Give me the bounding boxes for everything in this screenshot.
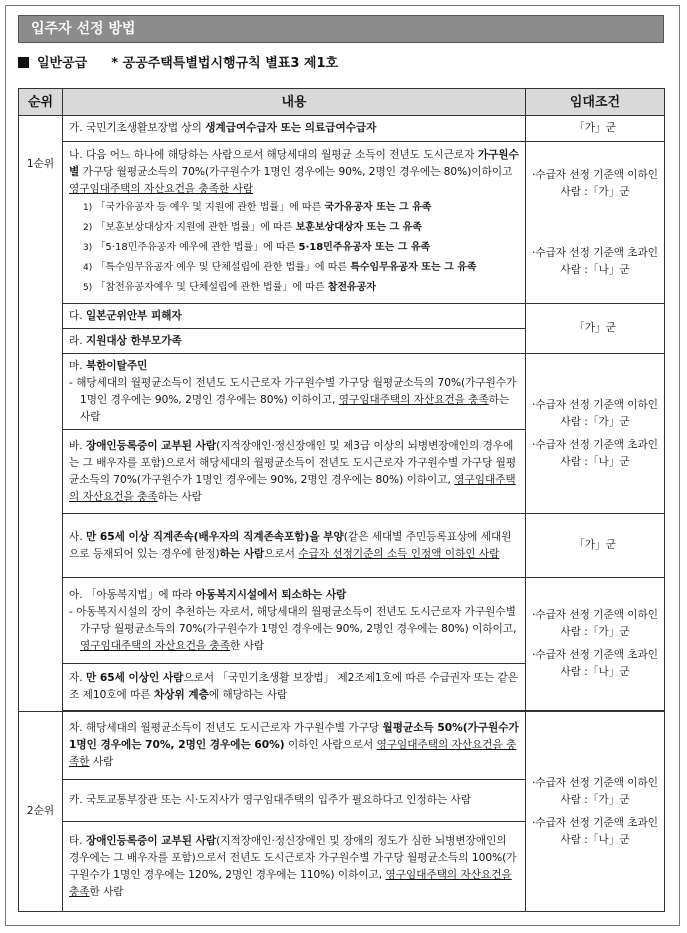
item-cha-mid: 이하인 사람으로서	[284, 739, 377, 751]
item-ta-bold: 장애인등록증이 교부된 사람	[85, 834, 217, 847]
table-row	[19, 116, 665, 142]
cond-aja-2: ·수급자 선정 기준액 초과인 사람 :「나」군	[531, 649, 659, 678]
item-cha-text: 차. 해당세대의 월평균소득이 전년도 도시근로자 가구원수별 가구당	[69, 722, 383, 734]
rank-2	[19, 712, 63, 912]
item-na	[63, 142, 526, 304]
na-subitem-3	[69, 238, 520, 258]
na-subitem-text: 「5·18민주유공자 예우에 관한 법률」에 따른	[95, 242, 299, 253]
item-na-underline: 영구임대주택의 자산요건을 충족한 사람	[69, 183, 254, 195]
item-cha-bold: 월평균소득 50%(가구원수가 1명인 경우에는 70%, 2명인 경우에는 60%)	[69, 722, 519, 751]
item-ma-text: 마.	[69, 359, 86, 372]
item-na-text1: 나. 다음 어느 하나에 해당하는 사람으로서 해당세대의 월평균 소득이 전년도 도시근로자	[69, 149, 478, 161]
na-subitem-5	[69, 278, 520, 298]
item-ga	[63, 116, 526, 142]
item-sa-mid: (같은 세대별 주민등록표상에 세대원으로 등재되어 있는 경우에 한정)	[69, 530, 512, 560]
item-a-body: - 아동복지시설의 장이 추천하는 자로서, 해당세대의 월평균소득이 전년도 도시근로자 가구원수별 가구당 월평균소득의 70%(가구원수가 1명인 경우에는 90%, 2명인 경우에는 80%) 이하이고,	[69, 605, 517, 635]
na-subitem-num: 5)	[83, 283, 93, 293]
cond-aja	[526, 578, 665, 711]
rank-1-label: 1순위	[26, 158, 55, 170]
na-subitem-bold: 국가유공자 또는 그 유족	[324, 202, 432, 213]
cond-maba	[526, 354, 665, 514]
na-subitem-bold: 특수임무유공자 또는 그 유족	[350, 262, 477, 273]
item-da-bold: 일본군위안부 피해자	[85, 309, 182, 322]
cond-rank2-2: ·수급자 선정 기준액 초과인 사람 :「나」군	[531, 816, 659, 846]
item-ba-text: 바.	[69, 439, 86, 452]
item-a-text: 아. 「아동복지법」에 따라	[69, 588, 196, 601]
item-sa-text: 사.	[69, 530, 86, 543]
na-subitem-4	[69, 258, 520, 278]
na-subitem-num: 1)	[83, 203, 93, 213]
item-ba-body: (지적장애인·정신장애인 및 제3급 이상의 뇌병변장애인의 경우에는 그 배우자를 포함)으로서 해당세대의 월평균소득이 전년도 도시근로자 가구원수별 가구당 월평균소득의 70%(가구원수가 1명인 경우에는 90%, 2명인 경우에는 80%) 이하이고,	[69, 439, 517, 486]
selection-table	[18, 88, 665, 912]
na-subitem-1	[69, 198, 520, 218]
na-subitem-num: 2)	[83, 223, 93, 233]
cond-na-1: ·수급자 선정 기준액 이하인 사람 :「가」군	[531, 168, 659, 198]
item-ma	[63, 354, 526, 430]
subtitle	[18, 55, 338, 73]
table-row	[19, 578, 665, 664]
cond-ga-text: 「가」군	[574, 122, 616, 134]
item-ta	[63, 822, 526, 912]
item-sa-mid2: 으로서	[264, 547, 299, 560]
cond-maba-2: ·수급자 선정 기준액 초과인 사람 :「나」군	[531, 438, 659, 468]
na-subitem-bold: 보훈보상대상자 또는 그 유족	[295, 222, 422, 233]
item-ra-bold: 지원대상 한부모가족	[85, 334, 182, 347]
item-ra-text: 라.	[69, 334, 86, 347]
na-subitem-text: 「보훈보상대상자 지원에 관한 법률」에 따른	[95, 222, 296, 233]
na-subitem-text: 「국가유공자 등 예우 및 지원에 관한 법률」에 따른	[95, 202, 325, 213]
item-a	[63, 578, 526, 664]
item-ja-text: 자.	[69, 672, 86, 684]
table-row	[19, 142, 665, 304]
item-ja-tail: 에 해당하는 사람	[208, 689, 288, 701]
na-subitem-2	[69, 218, 520, 238]
item-sa-underline: 수급자 선정기준의 소득 인정액 이하인 사람	[298, 547, 500, 560]
item-ga-bold: 생계급여수급자 또는 의료급여수급자	[205, 122, 377, 134]
na-subitem-bold: 참전유공자	[327, 282, 377, 293]
rank-1	[19, 116, 63, 712]
item-cha-tail: 사람	[89, 756, 114, 768]
cond-dara-text: 「가」군	[574, 322, 616, 334]
cond-na	[526, 142, 665, 304]
subtitle-main: 일반공급	[37, 56, 88, 71]
cond-na-2: ·수급자 선정 기준액 초과인 사람 :「나」군	[531, 246, 659, 276]
item-cha-underline: 영구임대주택의 자산요건을 충족한	[69, 739, 517, 768]
table-header-row	[19, 89, 665, 116]
item-sa-bold2: 하는 사람	[219, 547, 265, 560]
item-ja-bold2: 차상위 계층	[153, 689, 209, 701]
na-subitem-num: 4)	[83, 263, 93, 273]
item-da	[63, 304, 526, 329]
item-ga-text: 가. 국민기초생활보장법 상의	[69, 122, 206, 134]
item-ma-bold: 북한이탈주민	[85, 359, 148, 372]
item-ja	[63, 664, 526, 711]
item-da-text: 다.	[69, 309, 86, 322]
item-a-bold: 아동복지시설에서 퇴소하는 사람	[195, 588, 347, 601]
table-row	[19, 304, 665, 329]
item-ba-tail: 하는 사람	[157, 490, 202, 503]
item-a-tail: 한 사람	[230, 639, 265, 652]
item-ba-underline: 영구임대주택의 자산요건을 충족	[69, 473, 516, 503]
item-cha	[63, 712, 526, 780]
rank-2-label: 2순위	[26, 805, 55, 817]
item-ba-bold: 장애인등록증이 교부된 사람	[85, 439, 217, 452]
cond-aja-1: ·수급자 선정 기준액 이하인 사람 :「가」군	[531, 609, 659, 638]
table-row	[19, 354, 665, 430]
header-condition: 임대조건	[526, 89, 665, 116]
cond-ga	[526, 116, 665, 142]
item-a-underline: 영구임대주택의 자산요건을 충족	[80, 639, 231, 652]
subtitle-reference: * 공공주택특별법시행규칙 별표3 제1호	[111, 56, 339, 71]
item-ja-mid: 으로서 「국민기초생활 보장법」 제2조제1호에 따른 수급권자 또는 같은 조 제10호에 따른	[69, 672, 518, 701]
na-subitem-bold: 5·18민주유공자 또는 그 유족	[298, 242, 431, 253]
item-ka-text: 카. 국토교통부장관 또는 시·도지사가 영구임대주택의 입주가 필요하다고 인정하는 사람	[69, 794, 472, 806]
cond-rank2-1: ·수급자 선정 기준액 이하인 사람 :「가」군	[531, 776, 659, 806]
section-header	[18, 15, 664, 43]
item-ma-tail: 하는 사람	[80, 393, 510, 423]
header-rank: 순위	[19, 89, 63, 116]
header-content: 내용	[63, 89, 526, 116]
table-row	[19, 712, 665, 780]
cond-dara	[526, 304, 665, 354]
item-sa	[63, 514, 526, 578]
item-ka	[63, 780, 526, 822]
item-na-text2: 가구당 월평균소득의 70%(가구원수가 1명인 경우에는 90%, 2명인 경우에는 80%)이하이고	[79, 166, 513, 178]
cond-sa-text: 「가」군	[574, 539, 616, 551]
item-ta-underline: 영구임대주택의 자산요건을 충족	[69, 868, 512, 898]
item-ma-underline: 영구임대주택의 자산요건을 충족	[338, 393, 489, 406]
item-na-bold: 가구원수별	[69, 149, 519, 178]
na-subitem-text: 「특수임무유공자 예우 및 단체설립에 관한 법률」에 따른	[95, 262, 351, 273]
square-bullet-icon	[18, 57, 29, 68]
item-ma-body: - 해당세대의 월평균소득이 전년도 도시근로자 가구원수별 가구당 월평균소득의 70%(가구원수가 1명인 경우에는 90%, 2명인 경우에는 80%) 이하이고,	[69, 376, 517, 406]
item-ta-body: (지적장애인·정신장애인 및 장애의 정도가 심한 뇌병변장애인의 경우에는 그 배우자를 포함)으로서 전년도 도시근로자 가구원수별 가구당 월평균소득의 100%(가구원수가 1명인 경우에는 120%, 2명인 경우에는 110%) 이하이고,	[69, 834, 517, 881]
na-subitem-text: 「참전유공자예우 및 단체설립에 관한 법률」에 따른	[95, 282, 328, 293]
item-sa-bold1: 만 65세 이상 직계존속(배우자의 직계존속포함)을 부양	[85, 530, 344, 543]
table-row	[19, 514, 665, 578]
cond-maba-1: ·수급자 선정 기준액 이하인 사람 :「가」군	[531, 398, 659, 428]
item-ba	[63, 430, 526, 514]
item-ta-tail: 한 사람	[89, 885, 124, 898]
item-ra	[63, 329, 526, 354]
section-title: 입주자 선정 방법	[31, 21, 136, 37]
item-ja-bold1: 만 65세 이상인 사람	[85, 672, 184, 684]
cond-rank2	[526, 712, 665, 912]
cond-sa	[526, 514, 665, 578]
na-subitem-num: 3)	[83, 243, 93, 253]
item-ta-text: 타.	[69, 834, 86, 847]
